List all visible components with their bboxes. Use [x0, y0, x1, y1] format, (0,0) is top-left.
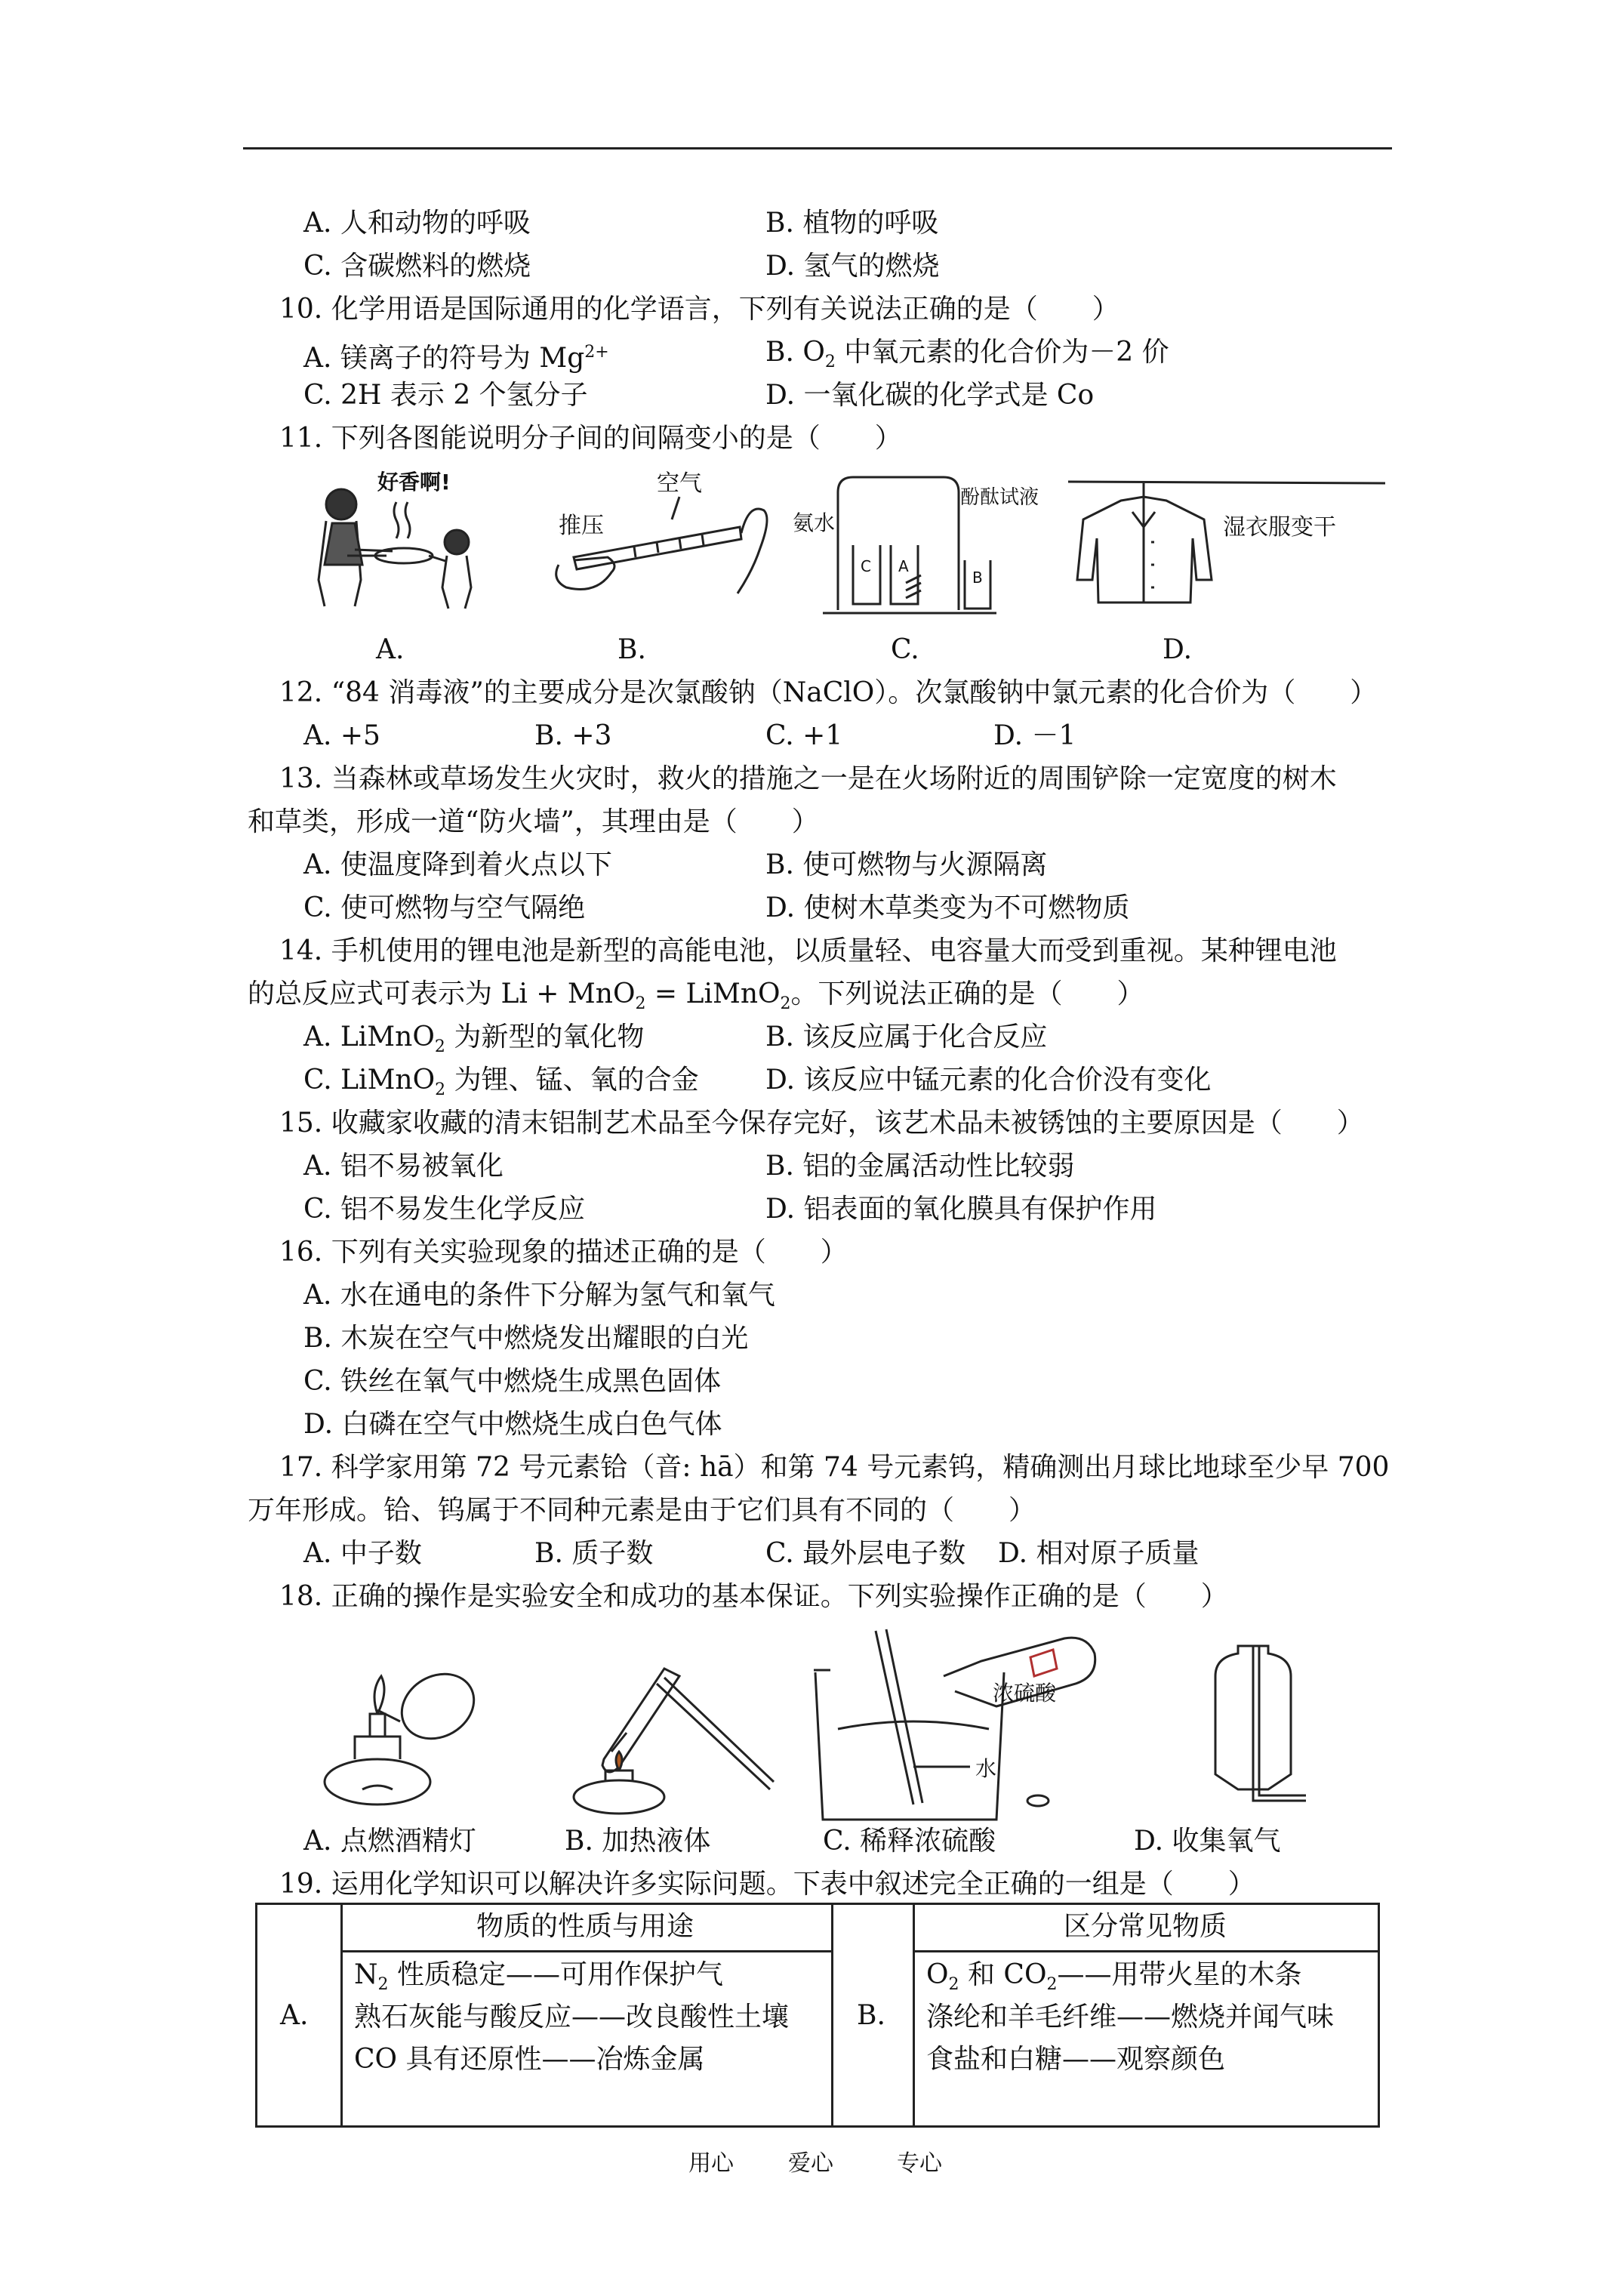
- q11-label-a: A.: [376, 634, 405, 665]
- q11-fig-d-caption: 湿衣服变干: [1223, 514, 1336, 541]
- q18-option-c: C. 稀释浓硫酸: [823, 1826, 996, 1857]
- q15-option-c: C. 铝不易发生化学反应: [303, 1194, 586, 1225]
- q11-fig-a-caption: 好香啊!: [377, 470, 451, 495]
- q12-option-c: C. +1: [765, 720, 843, 751]
- q15-option-b: B. 铝的金属活动性比较弱: [765, 1151, 1075, 1182]
- q11-label-b: B.: [617, 634, 646, 665]
- q11-fig-b-push: 推压: [559, 513, 604, 539]
- q19-a-row2: 熟石灰能与酸反应——改良酸性土壤: [354, 2002, 790, 2032]
- q18-option-d: D. 收集氧气: [1134, 1826, 1281, 1857]
- footer-word-3: 专心: [897, 2150, 942, 2177]
- q18-fig-c-water: 水: [975, 1756, 997, 1781]
- q9-option-d: D. 氢气的燃烧: [765, 251, 940, 282]
- q14-option-a: A. LiMnO$_2$ 为新型的氧化物: [303, 1022, 645, 1057]
- q17-stem-line1: 17. 科学家用第 72 号元素铪（音: hā）和第 74 号元素钨，精确测出月球比地球至少早 700: [279, 1452, 1390, 1483]
- q11-fig-b-air: 空气: [657, 470, 702, 497]
- q11-figure-a: [302, 467, 498, 610]
- q19-b-row1: $O_2$ 和 $CO_2——$用带火星的木条: [926, 1959, 1302, 1995]
- q14-option-b: B. 该反应属于化合反应: [765, 1022, 1048, 1052]
- q19-row-b-label: B.: [857, 2000, 885, 2031]
- q18-figure-a: [310, 1638, 498, 1812]
- q15-option-a: A. 铝不易被氧化: [303, 1151, 504, 1182]
- q15-option-d: D. 铝表面的氧化膜具有保护作用: [765, 1194, 1157, 1225]
- q18-fig-c-acid: 浓硫酸: [993, 1681, 1057, 1706]
- q14-stem-line2: 的总反应式可表示为 Li + MnO$_2$ = LiMnO$_2$。下列说法正确的是（ ）: [248, 978, 1144, 1014]
- footer-word-2: 爱心: [788, 2150, 833, 2177]
- q17-option-c: C. 最外层电子数: [765, 1538, 966, 1569]
- q19-stem: 19. 运用化学知识可以解决许多实际问题。下表中叙述完全正确的一组是（ ）: [279, 1869, 1255, 1900]
- q18-option-b: B. 加热液体: [565, 1826, 711, 1857]
- q18-figure-b: [559, 1646, 778, 1820]
- q19-row-a-label: A.: [280, 2000, 309, 2031]
- q14-option-d: D. 该反应中锰元素的化合价没有变化: [765, 1065, 1212, 1096]
- q16-option-c: C. 铁丝在氧气中燃烧生成黑色固体: [303, 1366, 722, 1397]
- q18-figure-d: [1200, 1646, 1313, 1820]
- q11-fig-c-beaker-b: B: [972, 569, 983, 587]
- q11-stem: 11. 下列各图能说明分子间的间隔变小的是（ ）: [279, 423, 902, 454]
- q18-option-a: A. 点燃酒精灯: [303, 1826, 476, 1857]
- q16-option-b: B. 木炭在空气中燃烧发出耀眼的白光: [303, 1323, 749, 1354]
- q13-option-c: C. 使可燃物与空气隔绝: [303, 892, 586, 923]
- q11-figure-c: [793, 462, 1039, 613]
- q17-option-b: B. 质子数: [534, 1538, 654, 1569]
- q14-option-c: C. LiMnO$_2$ 为锂、锰、氧的合金: [303, 1065, 699, 1100]
- q13-option-a: A. 使温度降到着火点以下: [303, 849, 612, 880]
- q10-option-c: C. 2H 表示 2 个氢分子: [303, 380, 588, 411]
- q13-option-d: D. 使树木草类变为不可燃物质: [765, 892, 1130, 923]
- q11-figure-b: [544, 467, 770, 610]
- q10-option-b: B. $O_2$ 中氧元素的化合价为－2 价: [765, 337, 1169, 372]
- q11-fig-c-ammonia: 氨水: [793, 510, 836, 535]
- q17-stem-line2: 万年形成。铪、钨属于不同种元素是由于它们具有不同的（ ）: [248, 1495, 1036, 1526]
- q13-stem-line2: 和草类，形成一道“防火墙”，其理由是（ ）: [248, 806, 819, 837]
- q16-option-a: A. 水在通电的条件下分解为氢气和氧气: [303, 1280, 775, 1311]
- q15-stem: 15. 收藏家收藏的清末铝制艺术品至今保存完好，该艺术品未被锈蚀的主要原因是（ ）: [279, 1108, 1364, 1139]
- q12-stem: 12. “84 消毒液”的主要成分是次氯酸钠（NaClO）。次氯酸钠中氯元素的化合价为（ ）: [279, 677, 1378, 708]
- q19-a-row1: $N_2$ 性质稳定——可用作保护气: [354, 1959, 723, 1995]
- q11-fig-c-beaker-c: C: [861, 557, 871, 575]
- q11-fig-c-beaker-a: A: [898, 557, 909, 575]
- q10-option-d: D. 一氧化碳的化学式是 Co: [765, 380, 1095, 411]
- q9-option-c: C. 含碳燃料的燃烧: [303, 251, 531, 282]
- q14-stem-line1: 14. 手机使用的锂电池是新型的高能电池，以质量轻、电容量大而受到重视。某种锂电池: [279, 935, 1337, 966]
- q10-option-a: A. 镁离子的符号为 $Mg^{2+}$: [303, 343, 609, 374]
- q19-b-row3: 食盐和白糖——观察颜色: [926, 2044, 1226, 2075]
- q17-option-a: A. 中子数: [303, 1538, 422, 1569]
- q19-a-row3: CO 具有还原性——冶炼金属: [354, 2044, 705, 2075]
- q19-b-row2: 涤纶和羊毛纤维——燃烧并闻气味: [926, 2002, 1335, 2032]
- q16-option-d: D. 白磷在空气中燃烧生成白色气体: [303, 1409, 722, 1440]
- q12-option-b: B. +3: [534, 720, 612, 751]
- q10-stem: 10. 化学用语是国际通用的化学语言，下列有关说法正确的是（ ）: [279, 294, 1119, 325]
- q12-option-d: D. －1: [993, 720, 1076, 751]
- q12-option-a: A. +5: [303, 720, 380, 751]
- q16-stem: 16. 下列有关实验现象的描述正确的是（ ）: [279, 1237, 848, 1268]
- q18-stem: 18. 正确的操作是实验安全和成功的基本保证。下列实验操作正确的是（ ）: [279, 1581, 1228, 1612]
- q19-table: [255, 1903, 1380, 2128]
- q13-stem-line1: 13. 当森林或草场发生火灾时，救火的措施之一是在火场附近的周围铲除一定宽度的树木: [279, 763, 1337, 794]
- header-rule: [243, 147, 1392, 149]
- q13-option-b: B. 使可燃物与火源隔离: [765, 849, 1048, 880]
- q18-figure-c: [808, 1616, 1117, 1827]
- q19-header-a: 物质的性质与用途: [476, 1911, 694, 1942]
- q11-label-d: D.: [1163, 634, 1193, 665]
- q9-option-b: B. 植物的呼吸: [765, 208, 939, 239]
- footer-word-1: 用心: [688, 2150, 734, 2177]
- q19-header-b: 区分常见物质: [1064, 1911, 1227, 1942]
- q9-option-a: A. 人和动物的呼吸: [303, 208, 531, 239]
- q11-label-c: C.: [891, 634, 919, 665]
- q11-fig-c-phenol: 酚酞试液: [960, 486, 1039, 509]
- q11-figure-d: [1061, 467, 1400, 610]
- q17-option-d: D. 相对原子质量: [998, 1538, 1200, 1569]
